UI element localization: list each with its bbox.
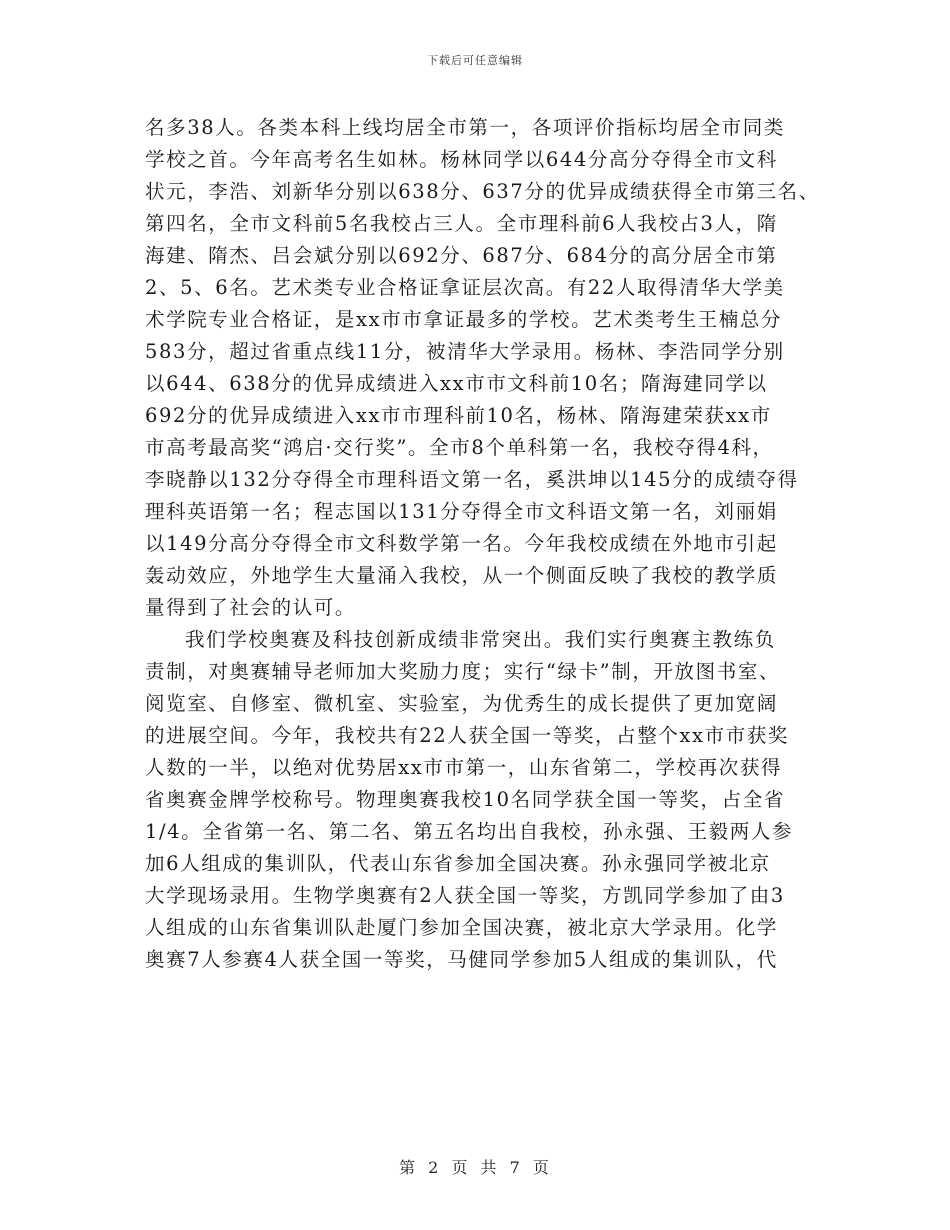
document-body [145, 112, 820, 976]
text-line: 以149分高分夺得全市文科数学第一名。今年我校成绩在外地市引起 [145, 532, 778, 555]
text-line: 奥赛7人参赛4人获全国一等奖，马健同学参加5人组成的集训队，代 [145, 948, 778, 971]
text-line: 我们学校奥赛及科技创新成绩非常突出。我们实行奥赛主教练负 [185, 628, 776, 651]
text-line: 理科英语第一名；程志国以131分夺得全市文科语文第一名，刘丽娟 [145, 500, 778, 523]
text-line: 以644、638分的优异成绩进入xx市市文科前10名；隋海建同学以 [145, 372, 768, 395]
text-line: 加6人组成的集训队，代表山东省参加全国决赛。孙永强同学被北京 [145, 852, 771, 875]
text-line: 海建、隋杰、吕会斌分别以692分、687分、684分的高分居全市第 [145, 244, 778, 267]
text-line: 2、5、6名。艺术类专业合格证拿证层次高。有22人取得清华大学美 [145, 276, 785, 299]
text-line: 人组成的山东省集训队赴厦门参加全国决赛，被北京大学录用。化学 [145, 916, 779, 939]
text-line: 的进展空间。今年，我校共有22人获全国一等奖，占整个xx市市获奖 [145, 724, 790, 747]
page-footer: 第 2 页 共 7 页 [399, 1158, 551, 1177]
paragraph-2 [145, 624, 815, 976]
text-line: 阅览室、自修室、微机室、实验室，为优秀生的成长提供了更加宽阔 [145, 692, 779, 715]
text-line: 1/4。全省第一名、第二名、第五名均出自我校，孙永强、王毅两人参 [145, 820, 794, 843]
text-line: 状元，李浩、刘新华分别以638分、637分的优异成绩获得全市第三名、 [145, 180, 820, 203]
text-line: 583分，超过省重点线11分，被清华大学录用。杨林、李浩同学分别 [145, 340, 785, 363]
page-header: 下载后可任意编辑 [427, 54, 523, 67]
text-line: 市高考最高奖“鸿启·交行奖”。全市8个单科第一名，我校夺得4科， [145, 436, 774, 459]
text-line: 学校之首。今年高考名生如林。杨林同学以644分高分夺得全市文科 [145, 148, 778, 171]
text-line: 692分的优异成绩进入xx市市理科前10名，杨林、隋海建荣获xx市 [145, 404, 772, 427]
paragraph-1 [145, 112, 820, 624]
text-line: 大学现场录用。生物学奥赛有2人获全国一等奖，方凯同学参加了由3 [145, 884, 785, 907]
text-line: 术学院专业合格证，是xx市市拿证最多的学校。艺术类考生王楠总分 [145, 308, 783, 331]
text-line: 量得到了社会的认可。 [145, 596, 357, 619]
text-line: 名多38人。各类本科上线均居全市第一，各项评价指标均居全市同类 [145, 116, 785, 139]
text-line: 第四名，全市文科前5名我校占三人。全市理科前6人我校占3人，隋 [145, 212, 778, 235]
text-line: 责制，对奥赛辅导老师加大奖励力度；实行“绿卡”制，开放图书室、 [145, 660, 781, 683]
text-line: 李晓静以132分夺得全市理科语文第一名，奚洪坤以145分的成绩夺得 [145, 468, 799, 491]
text-line: 轰动效应，外地学生大量涌入我校，从一个侧面反映了我校的教学质 [145, 564, 779, 587]
text-line: 省奥赛金牌学校称号。物理奥赛我校10名同学获全国一等奖，占全省 [145, 788, 785, 811]
text-line: 人数的一半，以绝对优势居xx市市第一，山东省第二，学校再次获得 [145, 756, 783, 779]
